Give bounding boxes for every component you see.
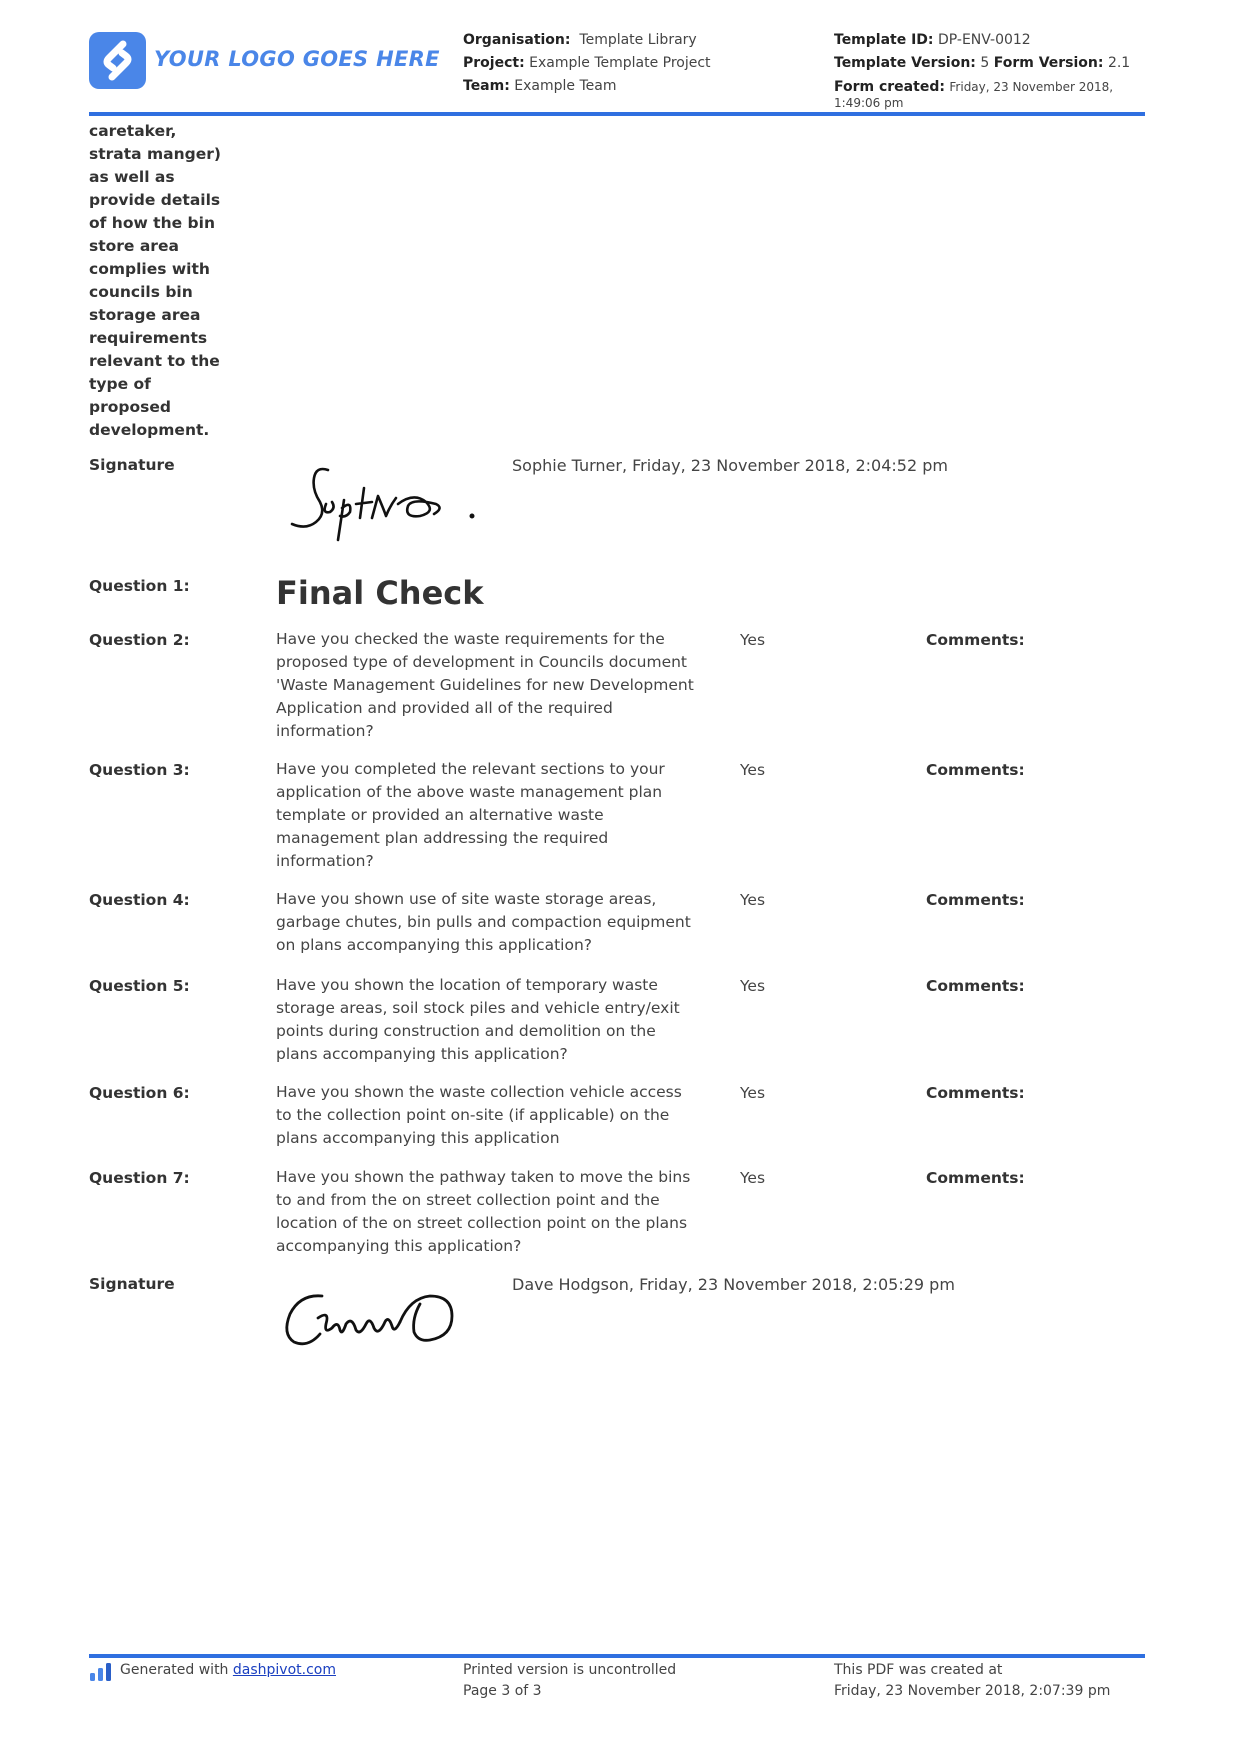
question-comments-label: Comments: <box>926 1084 1025 1102</box>
question-text: Have you shown the waste collection vehicle access to the collection point on-site (if applicable) on the plans accompanying this application <box>276 1083 682 1147</box>
question-comments-label: Comments: <box>926 977 1025 995</box>
dashpivot-link[interactable]: dashpivot.com <box>232 1662 336 1678</box>
question-comments-label: Comments: <box>926 631 1025 649</box>
question-label: Question 7: <box>89 1169 190 1187</box>
form-version-value: 2.1 <box>1107 55 1131 71</box>
signature-1-label: Signature <box>89 456 175 474</box>
footer-page-number: Page 3 of 3 <box>463 1683 542 1699</box>
template-version-row <box>834 52 1146 75</box>
footer-divider <box>89 1654 1145 1658</box>
team-label: Team: <box>463 78 510 94</box>
form-version-label: Form Version: <box>993 55 1104 71</box>
question-answer: Yes <box>740 891 766 909</box>
question-comments-label: Comments: <box>926 891 1025 909</box>
question-label: Question 5: <box>89 977 190 995</box>
footer-generated <box>120 1660 336 1681</box>
question-comments-label: Comments: <box>926 1169 1025 1187</box>
organisation-value: Template Library <box>579 32 697 48</box>
project-row <box>463 52 783 75</box>
question-answer: Yes <box>740 631 766 649</box>
signature-1-image <box>286 462 476 546</box>
template-version-label: Template Version: <box>834 55 976 71</box>
question-1-label: Question 1: <box>89 577 190 595</box>
question-comments-label: Comments: <box>926 761 1025 779</box>
question-label: Question 4: <box>89 891 190 909</box>
header-template-block <box>834 29 1146 111</box>
footer-pdf-created-value: Friday, 23 November 2018, 2:07:39 pm <box>834 1683 1111 1699</box>
question-label: Question 2: <box>89 631 190 649</box>
template-version-value: 5 <box>980 55 990 71</box>
question-text: Have you checked the waste requirements for the proposed type of development in Councils document 'Waste Management Guidelines for new Development Application and provided all of the required information? <box>276 630 694 740</box>
footer-right-block <box>834 1660 1110 1702</box>
question-answer: Yes <box>740 761 766 779</box>
question-answer: Yes <box>740 1084 766 1102</box>
logo-text: YOUR LOGO GOES HERE <box>154 47 440 71</box>
team-row <box>463 75 783 98</box>
signature-1-meta: Sophie Turner, Friday, 23 November 2018, 2:04:52 pm <box>512 456 948 475</box>
template-id-value: DP-ENV-0012 <box>937 32 1031 48</box>
question-text: Have you shown use of site waste storage areas, garbage chutes, bin pulls and compaction equipment on plans accompanying this application? <box>276 890 691 954</box>
question-text: Have you shown the pathway taken to move the bins to and from the on street collection point and the location of the on street collection point on the plans accompanying this application? <box>276 1168 691 1255</box>
footer-center-block <box>463 1660 676 1702</box>
template-id-row <box>834 29 1146 52</box>
continuation-text: caretaker, strata manger) as well as provide details of how the bin store area complies with councils bin storage area requirements relevant to the type of proposed development. <box>89 122 221 439</box>
signature-2-image <box>280 1284 460 1360</box>
question-label: Question 3: <box>89 761 190 779</box>
question-answer: Yes <box>740 977 766 995</box>
signature-2-meta: Dave Hodgson, Friday, 23 November 2018, 2:05:29 pm <box>512 1275 955 1294</box>
header-org-block <box>463 29 783 98</box>
logo-icon <box>89 32 146 89</box>
question-text: Have you shown the location of temporary waste storage areas, soil stock piles and vehicle entry/exit points during construction and demolition on the plans accompanying this application? <box>276 976 680 1063</box>
footer-pdf-created-label: This PDF was created at <box>834 1662 1003 1678</box>
form-created-row <box>834 79 1146 111</box>
signature-2-label: Signature <box>89 1275 175 1293</box>
footer-uncontrolled: Printed version is uncontrolled <box>463 1662 677 1678</box>
form-created-label: Form created: <box>834 79 945 95</box>
section-title: Final Check <box>276 574 484 612</box>
dashpivot-icon <box>90 1663 114 1681</box>
form-created-value: Friday, 23 November 2018, 1:49:06 pm <box>834 80 1114 110</box>
question-label: Question 6: <box>89 1084 190 1102</box>
template-id-label: Template ID: <box>834 32 934 48</box>
organisation-row <box>463 29 783 52</box>
team-value: Example Team <box>514 78 617 94</box>
logo <box>89 32 146 89</box>
footer-generated-text: Generated with <box>120 1662 229 1678</box>
question-text: Have you completed the relevant sections to your application of the above waste management plan template or provided an alternative waste management plan addressing the required information? <box>276 760 665 870</box>
organisation-label: Organisation: <box>463 32 571 48</box>
header-divider <box>89 112 1145 116</box>
question-answer: Yes <box>740 1169 766 1187</box>
project-label: Project: <box>463 55 525 71</box>
project-value: Example Template Project <box>529 55 711 71</box>
